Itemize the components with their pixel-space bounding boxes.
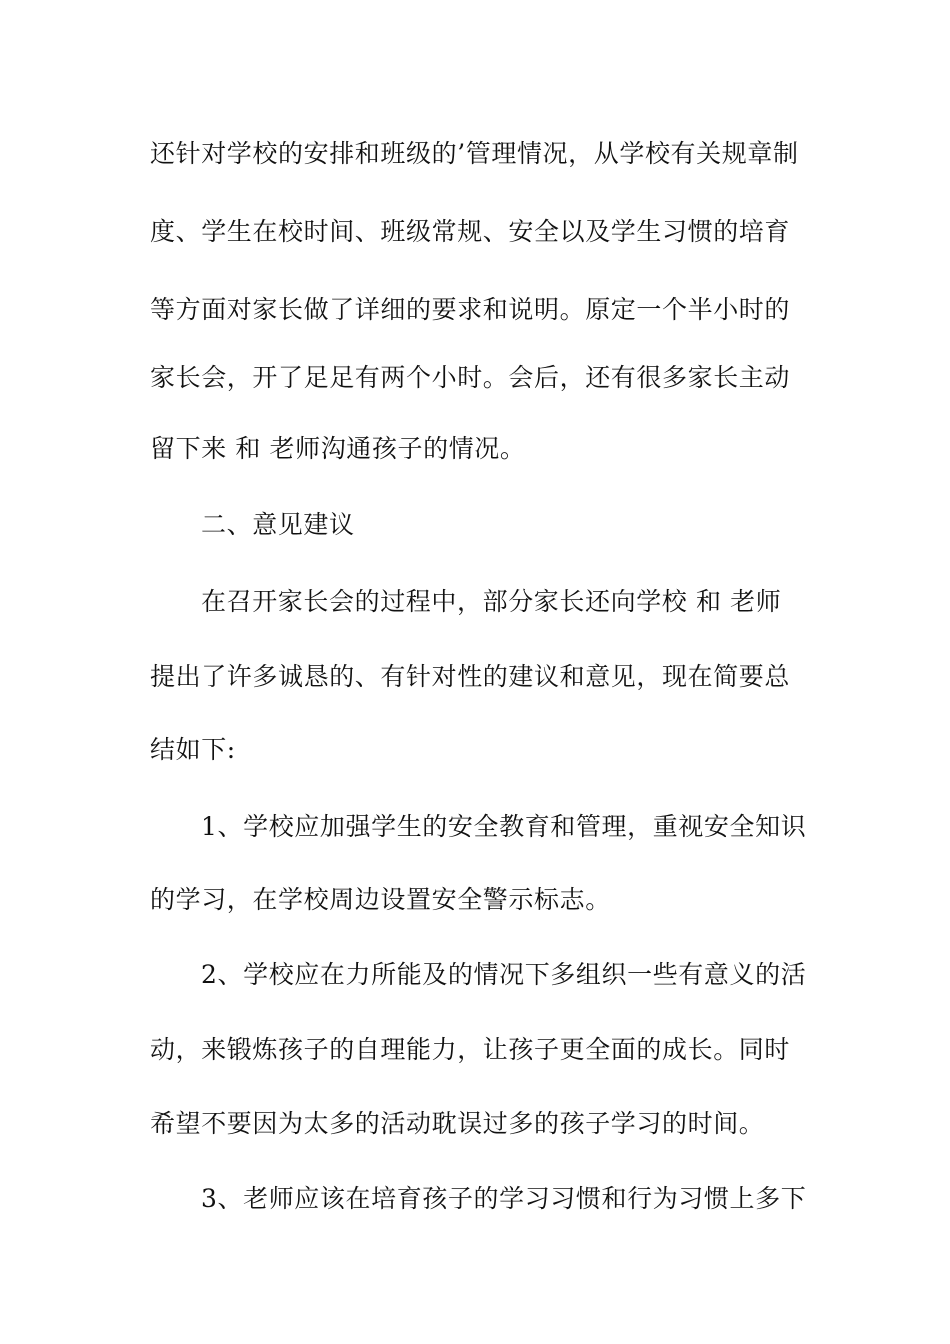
list-item-line: 希望不要因为太多的活动耽误过多的孩子学习的时间。 xyxy=(150,1109,765,1138)
paragraph-line: 家长会，开了足足有两个小时。会后，还有很多家长主动 xyxy=(150,363,791,392)
paragraph-line: 等方面对家长做了详细的要求和说明。原定一个半小时的 xyxy=(150,295,791,324)
list-item-line: 3、老师应该在培育孩子的学习习惯和行为习惯上多下 xyxy=(201,1184,807,1213)
list-item-line: 动，来锻炼孩子的自理能力，让孩子更全面的成长。同时 xyxy=(150,1035,791,1064)
list-item-line: 2、学校应在力所能及的情况下多组织一些有意义的活 xyxy=(201,960,807,989)
paragraph-line: 留下来 和 老师沟通孩子的情况。 xyxy=(150,434,526,463)
paragraph-line: 在召开家长会的过程中，部分家长还向学校 和 老师 xyxy=(201,587,782,616)
list-item-line: 的学习，在学校周边设置安全警示标志。 xyxy=(150,885,611,914)
section-heading: 二、意见建议 xyxy=(201,510,355,539)
paragraph-line: 还针对学校的安排和班级的’管理情况，从学校有关规章制 xyxy=(150,139,799,168)
paragraph-line: 提出了许多诚恳的、有针对性的建议和意见，现在简要总 xyxy=(150,662,791,691)
list-item-line: 1、学校应加强学生的安全教育和管理，重视安全知识 xyxy=(201,812,807,841)
paragraph-line: 度、学生在校时间、班级常规、安全以及学生习惯的培育 xyxy=(150,217,791,246)
paragraph-line: 结如下: xyxy=(150,735,236,764)
